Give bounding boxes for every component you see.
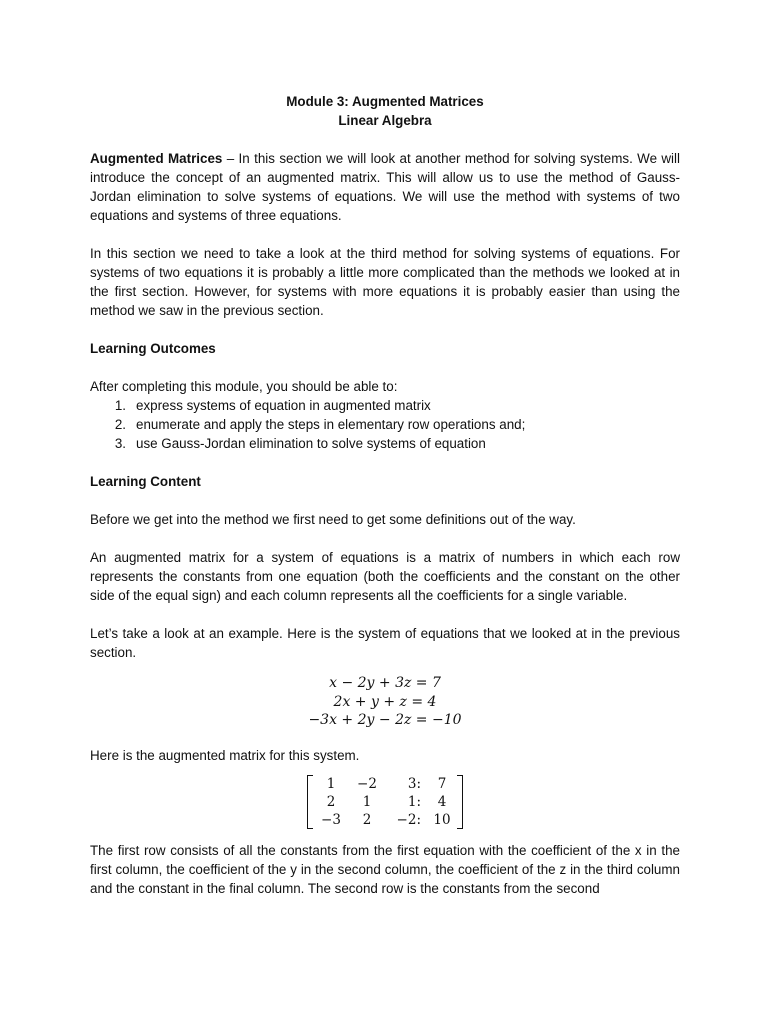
list-item-number: 1. xyxy=(114,398,126,413)
definitions-paragraph: Before we get into the method we first need to get some definitions out of the way. xyxy=(90,512,576,527)
matrix-cell: 2 xyxy=(362,811,372,828)
list-item-text: express systems of equation in augmented matrix xyxy=(136,398,431,413)
matrix-row xyxy=(313,775,457,793)
matrix-cell: −3 xyxy=(321,811,341,828)
learning-content-heading: Learning Content xyxy=(90,474,201,489)
first-row-explanation: The first row consists of all the constants from the first equation with the coefficient of the x in the first column, the coefficient of the y in the second column, the coefficient of the z in the third column and the constant in the final column. The second row is the constants from the second xyxy=(90,842,680,896)
learning-outcomes-lead: After completing this module, you should be able to: xyxy=(90,379,398,394)
equation-line: −3x + 2y − 2z = −10 xyxy=(308,712,462,728)
matrix-row xyxy=(313,811,457,829)
document-subtitle: Linear Algebra xyxy=(338,113,432,128)
intro-paragraph xyxy=(90,149,680,225)
matrix-row xyxy=(313,793,457,811)
matrix-cell: 1 xyxy=(362,793,372,810)
matrix-cell: 4 xyxy=(437,793,447,810)
list-item xyxy=(90,415,680,434)
intro-text: – In this section we will look at another method for solving systems. We will introduce the concept of an augmented matrix. This will allow us to use the method of Gauss-Jordan elimination to solve systems of equations. We will use the method with systems of two equations and systems of three equations. xyxy=(90,151,680,223)
matrix-intro-paragraph: Here is the augmented matrix for this system. xyxy=(90,747,360,763)
list-item-number: 3. xyxy=(114,436,126,451)
matrix-cell: 1: xyxy=(407,793,421,810)
matrix-cell: 3: xyxy=(407,775,421,792)
matrix-cell: 7 xyxy=(437,775,447,792)
matrix-cell: 10 xyxy=(433,811,451,828)
intro-term: Augmented Matrices xyxy=(90,151,223,166)
document-page xyxy=(90,92,680,898)
matrix-cell: −2: xyxy=(396,811,421,828)
equation-system xyxy=(90,674,680,730)
matrix-left-bracket xyxy=(307,775,313,829)
learning-outcomes-list xyxy=(90,396,680,453)
equation-line: 2x + y + z = 4 xyxy=(333,693,437,710)
list-item-text: use Gauss-Jordan elimination to solve systems of equation xyxy=(136,436,486,451)
augmented-matrix-definition: An augmented matrix for a system of equations is a matrix of numbers in which each row represents the constants from one equation (both the coefficients and the constant on the other side of the equal sign) and each column represents all the coefficients for a single variable. xyxy=(90,550,680,603)
list-item-text: enumerate and apply the steps in elementary row operations and; xyxy=(136,417,526,432)
list-item xyxy=(90,434,680,453)
equation-line: x − 2y + 3z = 7 xyxy=(329,675,441,691)
matrix-cell: 2 xyxy=(326,793,336,810)
list-item-number: 2. xyxy=(114,417,126,432)
document-title: Module 3: Augmented Matrices xyxy=(286,94,484,109)
matrix-cell: −2 xyxy=(357,775,377,792)
list-item xyxy=(90,396,680,415)
learning-outcomes-heading: Learning Outcomes xyxy=(90,341,216,356)
example-intro-paragraph: Let’s take a look at an example. Here is the system of equations that we looked at in the previous section. xyxy=(90,626,680,660)
method-paragraph: In this section we need to take a look at the third method for solving systems of equations. For systems of two equations it is probably a little more complicated than the methods we looked at in the first section. However, for systems with more equations it is probably easier than using the method we saw in the previous section. xyxy=(90,246,680,318)
matrix-right-bracket xyxy=(457,775,463,829)
augmented-matrix xyxy=(307,775,463,829)
matrix-cell: 1 xyxy=(326,775,336,792)
